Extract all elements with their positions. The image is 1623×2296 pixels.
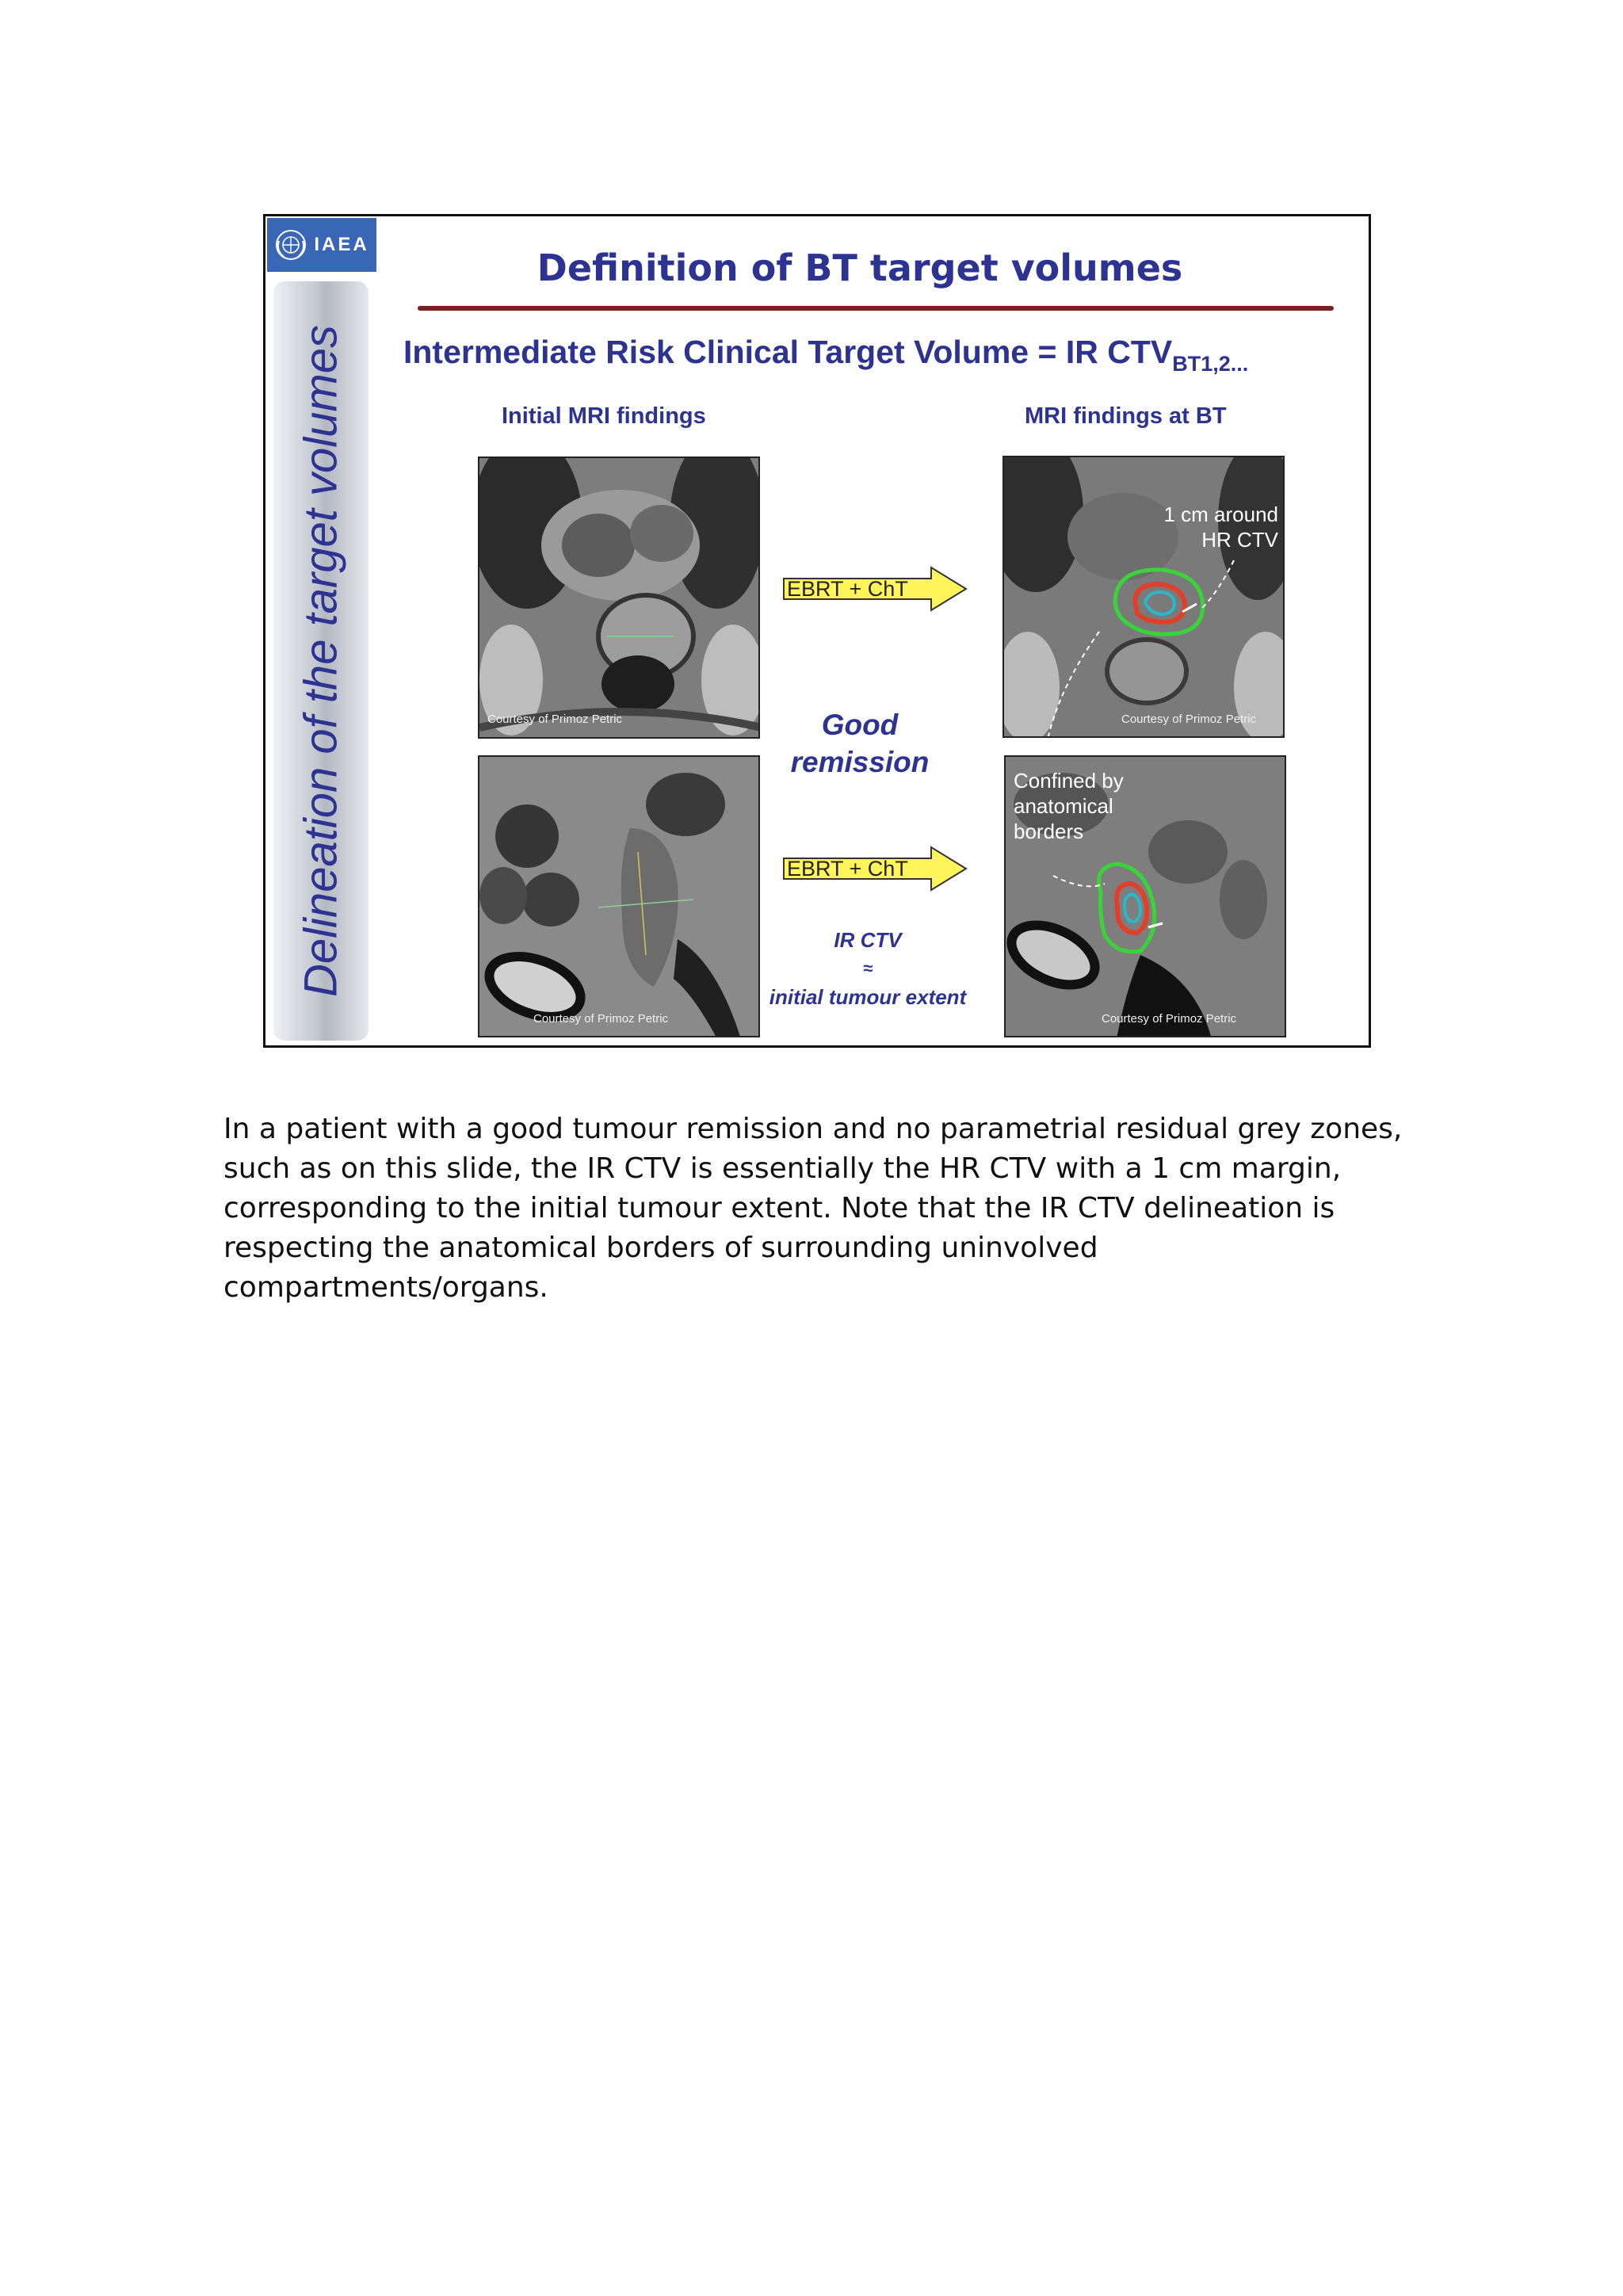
mri-initial-sagittal: [478, 755, 760, 1037]
initial-tumour-extent-label: initial tumour extent: [769, 985, 967, 1009]
subtitle-subscript: BT1,2...: [1172, 352, 1249, 376]
mri-initial-axial: [478, 457, 760, 739]
treatment-arrow-top: [782, 566, 969, 612]
treatment-arrow-bottom: [782, 846, 969, 892]
sidebar: [273, 281, 369, 1041]
title-rule: [418, 306, 1334, 311]
arrow-label: EBRT + ChT: [787, 857, 908, 881]
body-text: In a patient with a good tumour remission and no parametrial residual grey zones, such as on this slide, the IR CTV is essentially the HR CTV with a 1 cm margin, corresponding to the initial tumour extent. Note that the IR CTV delineation is respecting the anatomical borders of surrounding uninvolved compartments/organs.: [223, 1113, 1403, 1304]
slide-title: Definition of BT target volumes: [537, 246, 1183, 289]
slide-subtitle: [403, 334, 1248, 376]
ir-ctv-label: IR CTV: [834, 928, 902, 952]
image-credit: Courtesy of Primoz Petric: [533, 1012, 669, 1026]
overlay-anatomical-borders: Confined by anatomical borders: [1014, 769, 1124, 843]
image-credit: Courtesy of Primoz Petric: [487, 712, 623, 726]
subtitle-main: Intermediate Risk Clinical Target Volume = IR CTV: [403, 334, 1173, 370]
ir-ctv-equivalence: [765, 926, 971, 1011]
mri-bt-axial: [1002, 456, 1285, 738]
good-remission-label: Good remission: [790, 709, 930, 778]
arrow-label: EBRT + ChT: [787, 577, 908, 601]
slide: [263, 214, 1371, 1048]
overlay-1cm-margin: 1 cm around HR CTV: [1163, 502, 1278, 552]
image-credit: Courtesy of Primoz Petric: [1102, 1012, 1237, 1026]
approx-symbol: ≈: [862, 958, 873, 978]
logo-text: IAEA: [314, 234, 369, 255]
image-credit: Courtesy of Primoz Petric: [1121, 712, 1257, 726]
iaea-logo: [267, 218, 376, 272]
sidebar-title: Delineation of the target volumes: [295, 325, 347, 997]
un-emblem-icon: [274, 228, 307, 262]
left-column-heading: Initial MRI findings: [502, 403, 706, 429]
right-column-heading: MRI findings at BT: [1025, 403, 1227, 429]
